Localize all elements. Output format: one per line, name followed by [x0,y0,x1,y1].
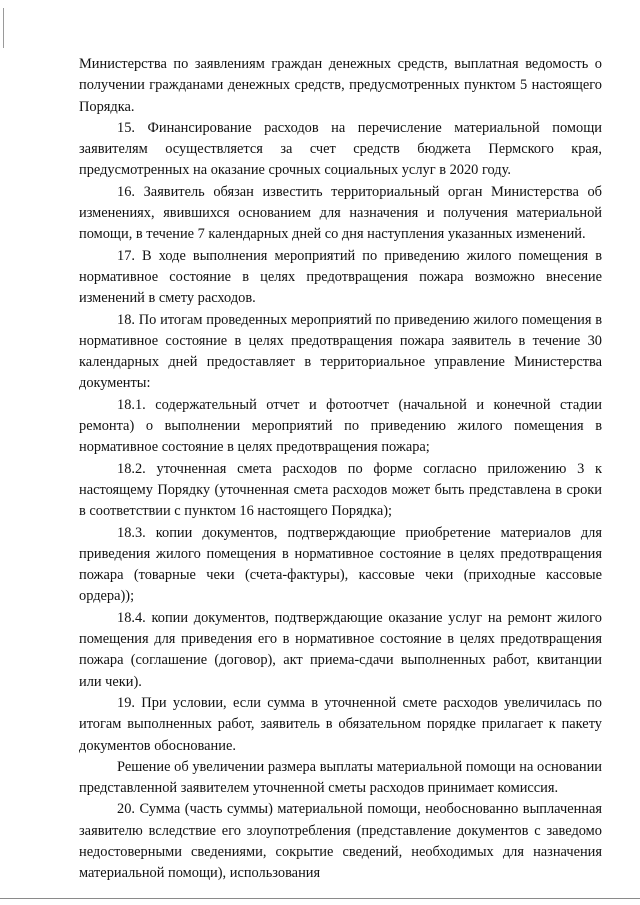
document-body [79,54,602,885]
paragraph-18-2: 18.2. уточненная смета расходов по форме согласно приложению 3 к настоящему Порядку (уточненная смета расходов может быть представлена в сроки в соответствии с пунктом 16 настоящего Порядка); [79,460,602,520]
paragraph-16: 16. Заявитель обязан известить территориальный орган Министерства об изменениях, явившихся основанием для назначения и получения материальной помощи, в течение 7 календарных дней со дня наступления указанных изменений. [79,183,602,243]
paragraph-15: 15. Финансирование расходов на перечисление материальной помощи заявителям осуществляется за счет средств бюджета Пермского края, предусмотренных на оказание срочных социальных услуг в 2020 году. [79,119,602,179]
bottom-scan-edge [0,898,640,899]
paragraph-19: 19. При условии, если сумма в уточненной смете расходов увеличилась по итогам выполненных работ, заявитель в обязательном порядке прилагает к пакету документов обоснование. [79,694,602,754]
paragraph-20: 20. Сумма (часть суммы) материальной помощи, необоснованно выплаченная заявителю вследствие его злоупотребления (представление документов с заведомо недостоверными сведениями, сокрытие сведений, необходимых для назначения материальной помощи), использования [79,801,602,882]
paragraph-18-1: 18.1. содержательный отчет и фотоотчет (начальной и конечной стадии ремонта) о выполнении мероприятий по приведению жилого помещения в нормативное состояние в целях предотвращения пожара; [79,396,602,456]
left-margin-mark [3,8,4,48]
paragraph-17: 17. В ходе выполнения мероприятий по приведению жилого помещения в нормативное состояние в целях предотвращения пожара возможно внесение изменений в смету расходов. [79,247,602,307]
paragraph-19-decision: Решение об увеличении размера выплаты материальной помощи на основании представленной заявителем уточненной сметы расходов принимает комиссия. [79,758,602,797]
paragraph-18-4: 18.4. копии документов, подтверждающие оказание услуг на ремонт жилого помещения для приведения его в нормативное состояние в целях предотвращения пожара (соглашение (договор), акт приема-сдачи выполненных работ, квитанции или чеки). [79,609,602,690]
paragraph-18: 18. По итогам проведенных мероприятий по приведению жилого помещения в нормативное состояние в целях предотвращения пожара заявитель в течение 30 календарных дней предоставляет в территориальное управление Министерства документы: [79,311,602,392]
paragraph-18-3: 18.3. копии документов, подтверждающие приобретение материалов для приведения жилого помещения в нормативное состояние в целях предотвращения пожара (товарные чеки (счета-фактуры), кассовые чеки (приходные кассовые ордера)); [79,524,602,605]
paragraph-continuation: Министерства по заявлениям граждан денежных средств, выплатная ведомость о получении гражданами денежных средств, предусмотренных пунктом 5 настоящего Порядка. [79,56,602,115]
